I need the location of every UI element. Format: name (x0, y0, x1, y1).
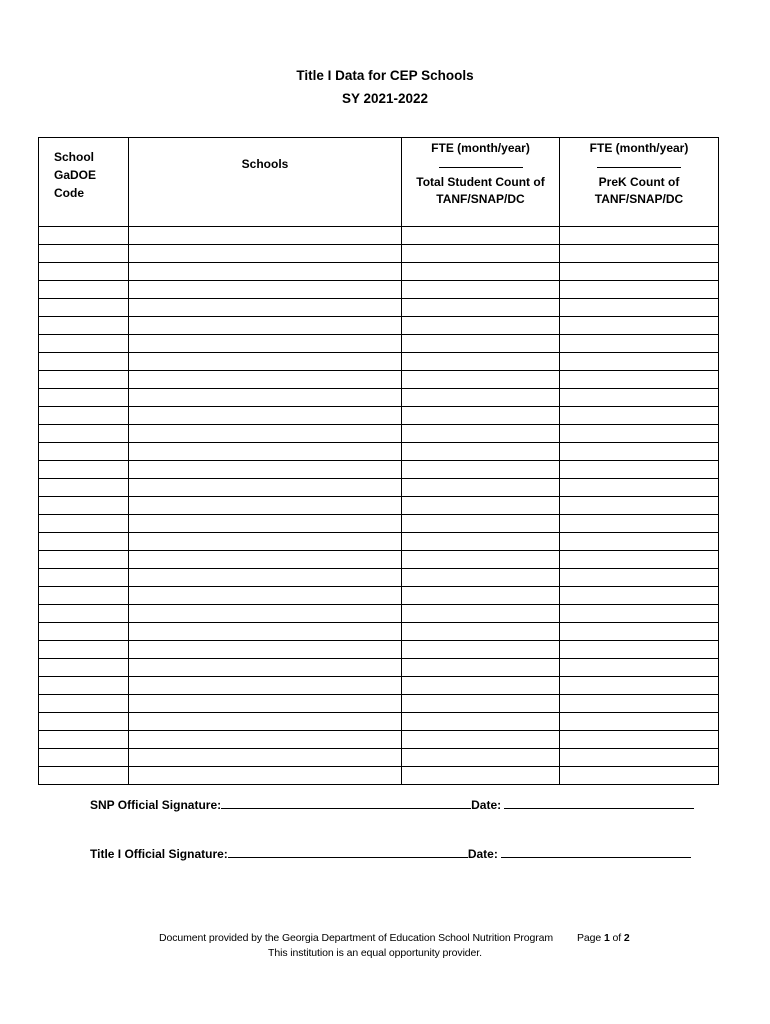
table-header-row (39, 138, 719, 227)
fte-total-line2: Total Student Count of (416, 175, 545, 189)
table-row (39, 461, 719, 479)
cell-school-name[interactable] (129, 335, 402, 353)
cell-school-code[interactable] (39, 299, 129, 317)
cell-school-name[interactable] (129, 353, 402, 371)
cell-school-code[interactable] (39, 587, 129, 605)
page-number (577, 932, 630, 944)
table-row (39, 425, 719, 443)
cell-fte-prek[interactable] (560, 623, 719, 641)
table-row (39, 299, 719, 317)
cell-fte-prek[interactable] (560, 407, 719, 425)
cell-school-name[interactable] (129, 713, 402, 731)
table-row (39, 371, 719, 389)
cell-school-code[interactable] (39, 623, 129, 641)
title1-signature-row (90, 844, 691, 861)
cell-school-name[interactable] (129, 479, 402, 497)
snp-signature-line[interactable] (221, 795, 471, 809)
table-row (39, 497, 719, 515)
cell-school-name[interactable] (129, 569, 402, 587)
cell-fte-total[interactable] (402, 281, 560, 299)
cell-school-code[interactable] (39, 479, 129, 497)
cell-school-code[interactable] (39, 695, 129, 713)
table-row (39, 317, 719, 335)
cell-school-code[interactable] (39, 389, 129, 407)
cell-fte-total[interactable] (402, 749, 560, 767)
snp-date-label: Date: (471, 798, 502, 812)
page-prefix: Page (577, 932, 604, 944)
cell-school-name[interactable] (129, 515, 402, 533)
cell-fte-total[interactable] (402, 623, 560, 641)
table-row (39, 677, 719, 695)
document-title: Title I Data for CEP Schools (296, 68, 474, 83)
cell-fte-total[interactable] (402, 299, 560, 317)
cell-school-code[interactable] (39, 425, 129, 443)
cell-fte-prek[interactable] (560, 263, 719, 281)
table-row (39, 335, 719, 353)
table-row (39, 713, 719, 731)
cell-fte-prek[interactable] (560, 641, 719, 659)
cell-fte-prek[interactable] (560, 317, 719, 335)
cell-fte-prek[interactable] (560, 749, 719, 767)
cell-fte-prek[interactable] (560, 461, 719, 479)
cell-school-name[interactable] (129, 623, 402, 641)
schools-data-table (38, 137, 719, 785)
column-header-code-line3: Code (54, 186, 84, 200)
cell-school-name[interactable] (129, 425, 402, 443)
cell-school-code[interactable] (39, 281, 129, 299)
cell-fte-prek[interactable] (560, 371, 719, 389)
cell-school-code[interactable] (39, 641, 129, 659)
cell-school-code[interactable] (39, 335, 129, 353)
fte-prek-line3: TANF/SNAP/DC (594, 192, 684, 206)
footer-equal-opportunity: This institution is an equal opportunity provider. (268, 947, 482, 959)
cell-school-code[interactable] (39, 407, 129, 425)
cell-school-name[interactable] (129, 533, 402, 551)
cell-fte-prek[interactable] (560, 569, 719, 587)
cell-fte-total[interactable] (402, 461, 560, 479)
cell-fte-total[interactable] (402, 317, 560, 335)
cell-school-name[interactable] (129, 299, 402, 317)
column-header-code-line1: School (54, 150, 95, 164)
cell-fte-prek[interactable] (560, 767, 719, 785)
table-row (39, 263, 719, 281)
cell-fte-prek[interactable] (560, 695, 719, 713)
footer-provided-by: Document provided by the Georgia Department of Education School Nutrition Program (159, 932, 554, 944)
cell-fte-prek[interactable] (560, 353, 719, 371)
page-of: of (609, 932, 624, 944)
cell-school-name[interactable] (129, 587, 402, 605)
table-row (39, 767, 719, 785)
snp-date-line[interactable] (504, 795, 694, 809)
cell-fte-total[interactable] (402, 515, 560, 533)
cell-fte-total[interactable] (402, 371, 560, 389)
cell-fte-total[interactable] (402, 479, 560, 497)
cell-school-code[interactable] (39, 443, 129, 461)
table-row (39, 533, 719, 551)
cell-fte-total[interactable] (402, 587, 560, 605)
cell-fte-prek[interactable] (560, 497, 719, 515)
cell-school-code[interactable] (39, 371, 129, 389)
cell-fte-total[interactable] (402, 443, 560, 461)
table-row (39, 605, 719, 623)
fte-total-line3: TANF/SNAP/DC (436, 192, 525, 206)
cell-fte-total[interactable] (402, 389, 560, 407)
column-header-fte-prek (560, 138, 719, 227)
cell-school-code[interactable] (39, 551, 129, 569)
table-row (39, 623, 719, 641)
cell-fte-prek[interactable] (560, 299, 719, 317)
column-header-schools: Schools (129, 138, 402, 227)
fte-total-blank-line[interactable] (439, 157, 523, 168)
column-header-code-line2: GaDOE (54, 168, 97, 182)
cell-school-name[interactable] (129, 551, 402, 569)
cell-school-name[interactable] (129, 389, 402, 407)
table-row (39, 245, 719, 263)
table-row (39, 227, 719, 245)
table-row (39, 407, 719, 425)
cell-school-name[interactable] (129, 677, 402, 695)
table-row (39, 749, 719, 767)
cell-fte-prek[interactable] (560, 335, 719, 353)
table-body (39, 227, 719, 785)
cell-school-code[interactable] (39, 731, 129, 749)
cell-fte-total[interactable] (402, 605, 560, 623)
cell-fte-total[interactable] (402, 263, 560, 281)
cell-fte-total[interactable] (402, 227, 560, 245)
fte-prek-blank-line[interactable] (597, 157, 681, 168)
cell-school-code[interactable] (39, 713, 129, 731)
cell-school-name[interactable] (129, 641, 402, 659)
cell-fte-total[interactable] (402, 533, 560, 551)
cell-fte-total[interactable] (402, 407, 560, 425)
title1-date-label: Date: (467, 847, 498, 861)
table-row (39, 641, 719, 659)
snp-signature-row (90, 795, 694, 812)
cell-school-code[interactable] (39, 263, 129, 281)
cell-school-code[interactable] (39, 227, 129, 245)
cell-fte-prek[interactable] (560, 389, 719, 407)
cell-school-code[interactable] (39, 767, 129, 785)
table-row (39, 353, 719, 371)
cell-school-name[interactable] (129, 605, 402, 623)
cell-fte-total[interactable] (402, 713, 560, 731)
table-row (39, 389, 719, 407)
fte-prek-line1: FTE (month/year) (589, 141, 689, 155)
cell-fte-total[interactable] (402, 641, 560, 659)
title1-signature-line[interactable] (228, 844, 468, 858)
cell-school-code[interactable] (39, 461, 129, 479)
table-row (39, 443, 719, 461)
cell-school-name[interactable] (129, 407, 402, 425)
table-row (39, 659, 719, 677)
title1-date-line[interactable] (501, 844, 691, 858)
fte-prek-line2: PreK Count of (598, 175, 680, 189)
cell-fte-prek[interactable] (560, 551, 719, 569)
cell-school-name[interactable] (129, 443, 402, 461)
table-row (39, 515, 719, 533)
cell-school-name[interactable] (129, 749, 402, 767)
cell-school-code[interactable] (39, 515, 129, 533)
snp-signature-label: SNP Official Signature: (90, 798, 222, 812)
cell-fte-total[interactable] (402, 569, 560, 587)
cell-school-code[interactable] (39, 605, 129, 623)
cell-fte-prek[interactable] (560, 677, 719, 695)
column-header-fte-total (402, 138, 560, 227)
cell-fte-total[interactable] (402, 335, 560, 353)
cell-school-name[interactable] (129, 731, 402, 749)
fte-total-line1: FTE (month/year) (431, 141, 530, 155)
cell-fte-total[interactable] (402, 767, 560, 785)
table-row (39, 695, 719, 713)
cell-school-name[interactable] (129, 767, 402, 785)
cell-fte-prek[interactable] (560, 281, 719, 299)
cell-school-code[interactable] (39, 677, 129, 695)
cell-fte-total[interactable] (402, 497, 560, 515)
cell-fte-prek[interactable] (560, 659, 719, 677)
cell-school-name[interactable] (129, 245, 402, 263)
cell-fte-prek[interactable] (560, 605, 719, 623)
cell-fte-total[interactable] (402, 353, 560, 371)
page-total: 2 (623, 932, 630, 944)
cell-school-name[interactable] (129, 497, 402, 515)
cell-fte-total[interactable] (402, 551, 560, 569)
cell-fte-total[interactable] (402, 677, 560, 695)
cell-school-name[interactable] (129, 461, 402, 479)
page-current: 1 (603, 932, 610, 944)
cell-fte-total[interactable] (402, 659, 560, 677)
cell-school-code[interactable] (39, 533, 129, 551)
cell-school-code[interactable] (39, 659, 129, 677)
column-header-school-code (39, 138, 129, 227)
cell-school-name[interactable] (129, 659, 402, 677)
cell-school-code[interactable] (39, 749, 129, 767)
cell-fte-prek[interactable] (560, 479, 719, 497)
cell-fte-prek[interactable] (560, 731, 719, 749)
cell-school-name[interactable] (129, 227, 402, 245)
table-row (39, 479, 719, 497)
cell-school-code[interactable] (39, 497, 129, 515)
cell-school-name[interactable] (129, 263, 402, 281)
cell-fte-prek[interactable] (560, 443, 719, 461)
cell-school-name[interactable] (129, 371, 402, 389)
cell-school-name[interactable] (129, 317, 402, 335)
cell-fte-prek[interactable] (560, 245, 719, 263)
cell-school-name[interactable] (129, 281, 402, 299)
cell-fte-prek[interactable] (560, 227, 719, 245)
table-row (39, 731, 719, 749)
school-year: SY 2021-2022 (341, 91, 429, 106)
cell-fte-prek[interactable] (560, 713, 719, 731)
cell-fte-prek[interactable] (560, 533, 719, 551)
cell-fte-total[interactable] (402, 695, 560, 713)
cell-fte-total[interactable] (402, 245, 560, 263)
cell-school-code[interactable] (39, 317, 129, 335)
cell-fte-total[interactable] (402, 731, 560, 749)
cell-fte-prek[interactable] (560, 425, 719, 443)
cell-school-code[interactable] (39, 353, 129, 371)
table-row (39, 551, 719, 569)
table-row (39, 281, 719, 299)
cell-fte-total[interactable] (402, 425, 560, 443)
cell-school-code[interactable] (39, 569, 129, 587)
cell-fte-prek[interactable] (560, 587, 719, 605)
title1-signature-label: Title I Official Signature: (90, 847, 228, 861)
cell-fte-prek[interactable] (560, 515, 719, 533)
table-row (39, 587, 719, 605)
cell-school-code[interactable] (39, 245, 129, 263)
table-row (39, 569, 719, 587)
cell-school-name[interactable] (129, 695, 402, 713)
